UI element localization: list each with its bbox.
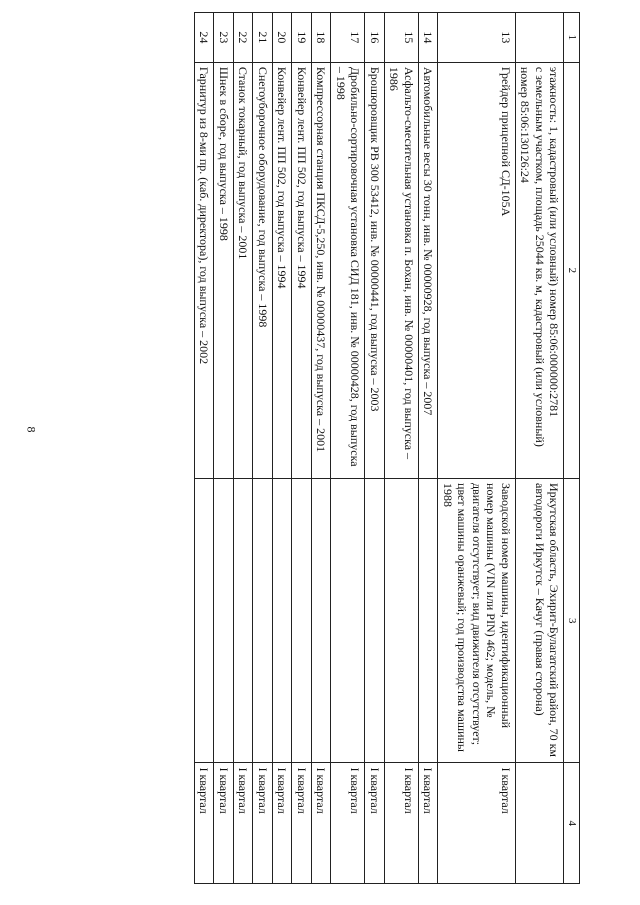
item-period: I квартал (214, 763, 234, 884)
item-name: Снегоуборочное оборудование, год выпуска – 1998 (253, 62, 273, 478)
row-number: 18 (312, 13, 332, 63)
table-row (312, 13, 332, 884)
row-number: 16 (365, 13, 385, 63)
item-details (253, 479, 273, 763)
item-name: Станок токарный, год выпуска – 2001 (234, 62, 254, 478)
item-details (195, 479, 215, 763)
item-name: Гарнитур из 8-ми пр. (каб. директора), год выпуска – 2002 (195, 62, 215, 478)
item-period: I квартал (292, 763, 312, 884)
row-number: 17 (331, 13, 365, 63)
row-number: 13 (438, 13, 516, 63)
header-col-1: 1 (564, 13, 580, 63)
item-details (273, 479, 293, 763)
item-period (516, 763, 565, 884)
table-header-row (564, 13, 580, 884)
property-table (194, 12, 580, 884)
item-period: I квартал (365, 763, 385, 884)
item-name: Дробильно-сортировочная установка СИД 181, инв. № 00000428, год выпуска – 1998 (331, 62, 365, 478)
item-period: I квартал (312, 763, 332, 884)
header-col-3: 3 (564, 479, 580, 763)
item-details (312, 479, 332, 763)
item-name: Шнек в сборе, год выпуска – 1998 (214, 62, 234, 478)
header-col-2: 2 (564, 62, 580, 478)
item-period: I квартал (419, 763, 439, 884)
item-details (365, 479, 385, 763)
item-name: Грейдер прицепной СД-105А (438, 62, 516, 478)
item-period: I квартал (253, 763, 273, 884)
row-number: 15 (385, 13, 419, 63)
item-details (331, 479, 365, 763)
item-period: I квартал (234, 763, 254, 884)
item-period: I квартал (195, 763, 215, 884)
item-details: Заводской номер машины, идентификационный номер машины (VIN или PIN) 462; модель, № двигателя отсутствует; вид движителя отсутствует; цвет машины оранжевый; год производства машины 1988 (438, 479, 516, 763)
item-name: этажность: 1, кадастровый (или условный) номер 85:06:000000:2781 с земельным участком, площадь 25044 кв. м, кадастровый (или условный) номер 85:06:130126:24 (516, 62, 565, 478)
table-row (365, 13, 385, 884)
item-period: I квартал (331, 763, 365, 884)
table-row (292, 13, 312, 884)
table-row (273, 13, 293, 884)
row-number: 23 (214, 13, 234, 63)
item-name: Брошюровщик РВ 300 53412, инв. № 00000441, год выпуска – 2003 (365, 62, 385, 478)
item-name: Конвейер лент. ПП 502, год выпуска – 1994 (292, 62, 312, 478)
table-row (419, 13, 439, 884)
table-row (385, 13, 419, 884)
table-row (516, 13, 565, 884)
item-name: Конвейер лент. ПП 502, год выпуска – 1994 (273, 62, 293, 478)
item-details: Иркутская область, Эхирит-Булагатский район, 70 км автодороги Иркутск – Качуг (правая сторона) (516, 479, 565, 763)
item-period: I квартал (385, 763, 419, 884)
item-name: Компрессорная станция ПКСД-5,250, инв. № 00000437, год выпуска – 2001 (312, 62, 332, 478)
table-row (438, 13, 516, 884)
row-number: 20 (273, 13, 293, 63)
item-details (419, 479, 439, 763)
row-number: 14 (419, 13, 439, 63)
page-number: 8 (24, 426, 39, 433)
table-row (195, 13, 215, 884)
item-details (385, 479, 419, 763)
item-name: Асфальто-смесительная установка п. Бохан, инв. № 00000401, год выпуска – 1986 (385, 62, 419, 478)
item-details (214, 479, 234, 763)
row-number: 22 (234, 13, 254, 63)
row-number: 24 (195, 13, 215, 63)
table-row (253, 13, 273, 884)
table-row (234, 13, 254, 884)
row-number: 19 (292, 13, 312, 63)
row-number (516, 13, 565, 63)
item-name: Автомобильные весы 30 тонн, инв. № 00000928, год выпуска – 2007 (419, 62, 439, 478)
table-row (214, 13, 234, 884)
header-col-4: 4 (564, 763, 580, 884)
item-period: I квартал (438, 763, 516, 884)
item-details (234, 479, 254, 763)
row-number: 21 (253, 13, 273, 63)
item-period: I квартал (273, 763, 293, 884)
table-row (331, 13, 365, 884)
item-details (292, 479, 312, 763)
